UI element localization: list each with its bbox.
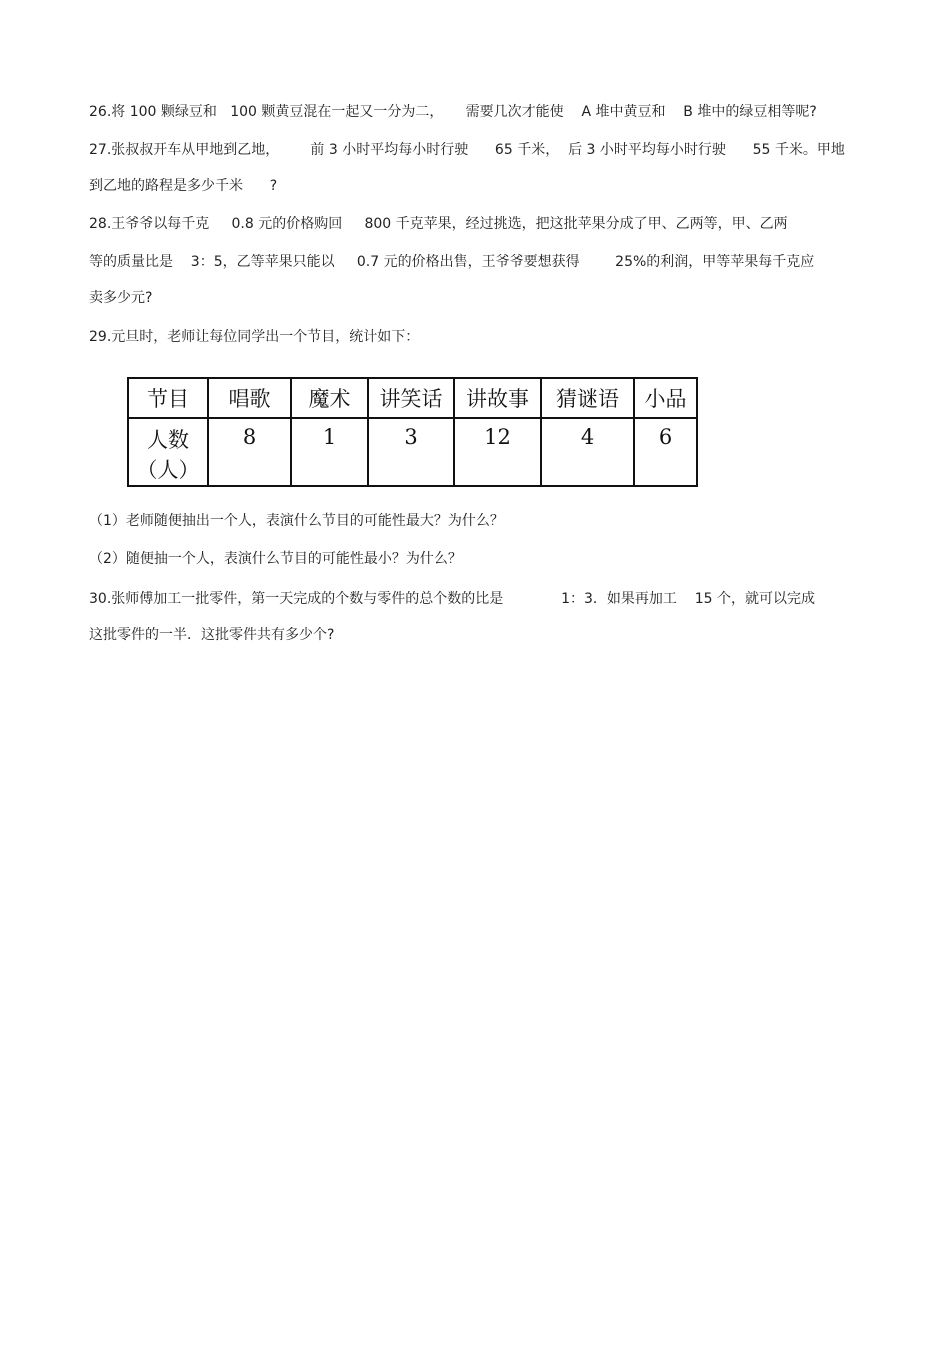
table-count-4: 4 xyxy=(541,418,634,486)
question-27-line-1: 27.张叔叔开车从甲地到乙地， 前 3 小时平均每小时行驶 65 千米， 后 3 小时平均每小时行驶 55 千米。甲地 xyxy=(89,142,845,158)
question-29-sub-1: （1）老师随便抽出一个人，表演什么节目的可能性最大？为什么？ xyxy=(89,513,504,529)
table-count-row xyxy=(128,418,697,486)
table-col-1: 魔术 xyxy=(291,378,368,418)
table-count-2: 3 xyxy=(368,418,454,486)
table-header-row xyxy=(128,378,697,418)
question-29-intro: 29.元旦时，老师让每位同学出一个节目，统计如下： xyxy=(89,329,420,345)
question-26: 26.将 100 颗绿豆和 100 颗黄豆混在一起又一分为二， 需要几次才能使 A 堆中黄豆和 B 堆中的绿豆相等呢? xyxy=(89,104,817,120)
question-30-line-1: 30.张师傅加工一批零件，第一天完成的个数与零件的总个数的比是 1：3．如果再加工 15 个，就可以完成 xyxy=(89,591,815,607)
question-29-sub-2: （2）随便抽一个人，表演什么节目的可能性最小？为什么？ xyxy=(89,551,462,567)
question-28-line-1: 28.王爷爷以每千克 0.8 元的价格购回 800 千克苹果，经过挑选，把这批苹果分成了甲、乙两等，甲、乙两 xyxy=(89,216,788,232)
table-row-label-line-1: 人数 xyxy=(147,428,189,452)
question-30-line-2: 这批零件的一半．这批零件共有多少个? xyxy=(89,627,335,643)
question-27-line-2: 到乙地的路程是多少千米 ? xyxy=(89,178,278,194)
table-col-3: 讲故事 xyxy=(454,378,541,418)
table-count-1: 1 xyxy=(291,418,368,486)
table-count-5: 6 xyxy=(634,418,697,486)
table-row-label xyxy=(128,418,208,486)
question-28-line-2: 等的质量比是 3：5，乙等苹果只能以 0.7 元的价格出售，王爷爷要想获得 25%的利润，甲等苹果每千克应 xyxy=(89,254,815,270)
table-row-label-line-2: （人） xyxy=(136,458,200,482)
question-28-line-3: 卖多少元? xyxy=(89,290,153,306)
table-count-0: 8 xyxy=(208,418,291,486)
table-col-4: 猜谜语 xyxy=(541,378,634,418)
table-count-3: 12 xyxy=(454,418,541,486)
table-col-5: 小品 xyxy=(634,378,697,418)
program-stats-table xyxy=(127,377,698,487)
table-header-label: 节目 xyxy=(128,378,208,418)
table-col-2: 讲笑话 xyxy=(368,378,454,418)
table-col-0: 唱歌 xyxy=(208,378,291,418)
